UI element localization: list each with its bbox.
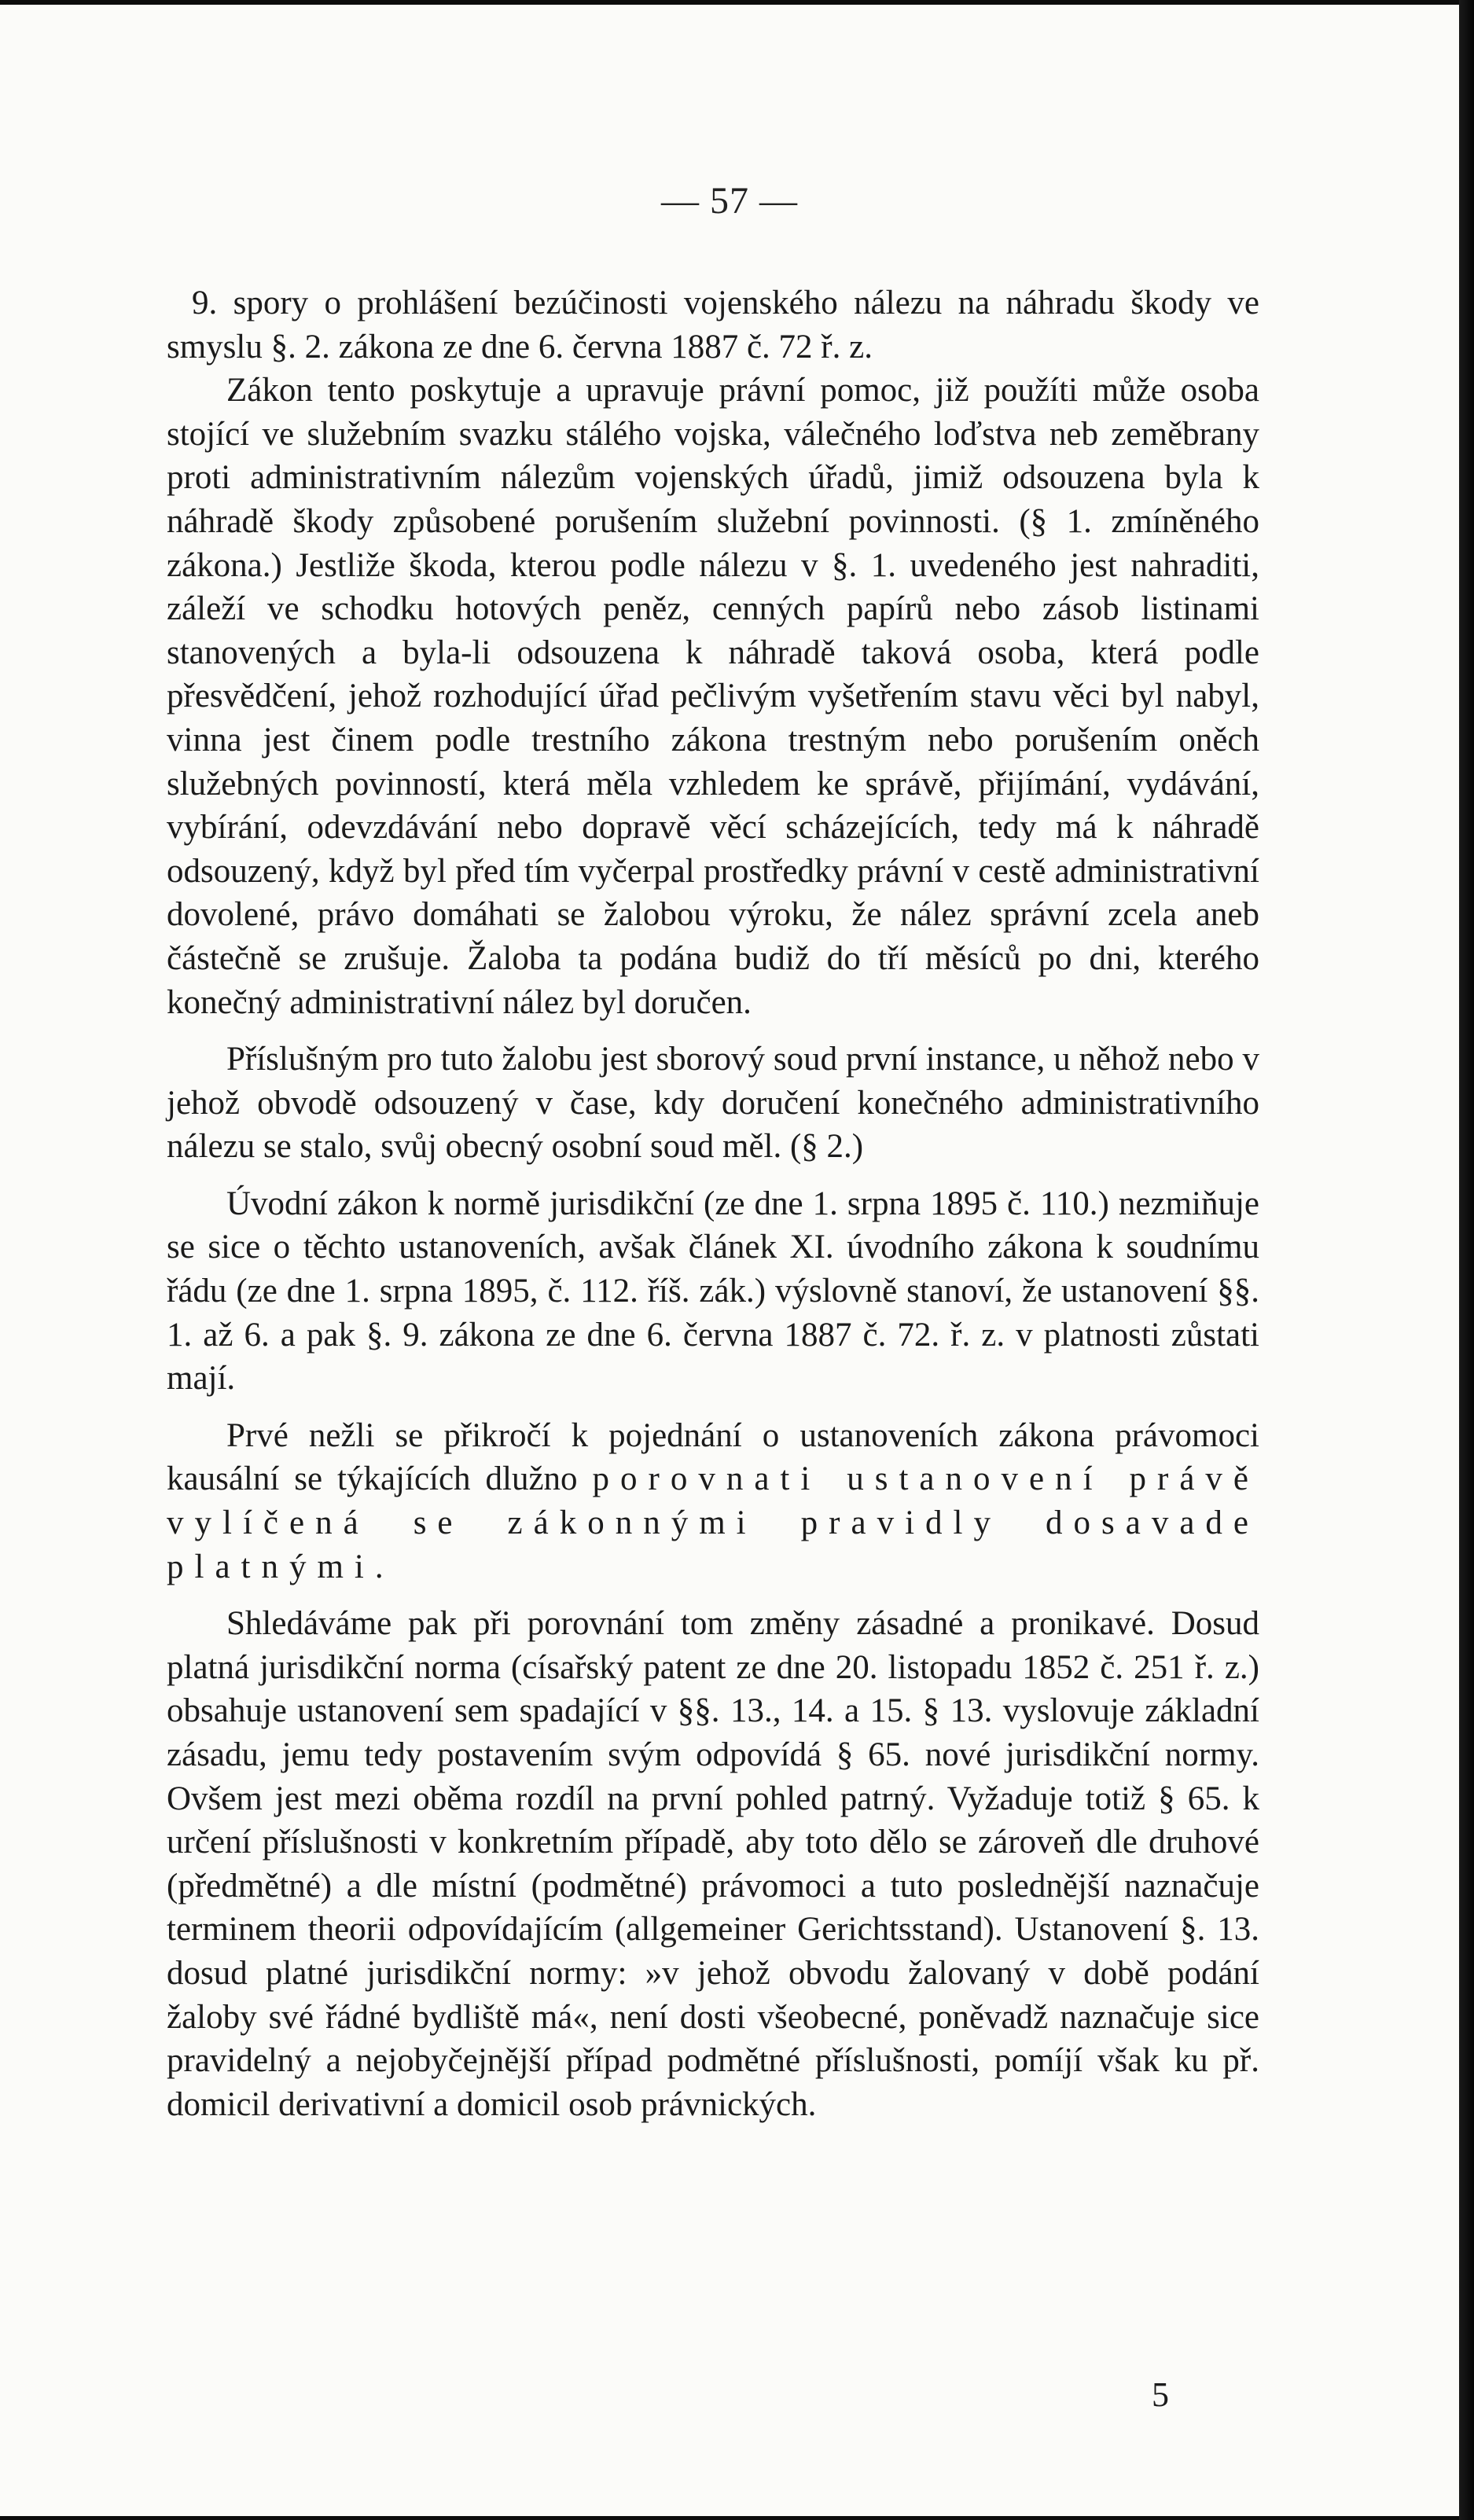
- paragraph-prve-nezli-start: Prvé nežli se přikročí k pojednání o ustanoveních zákona právomoci kausální se týkajících dlužno: [167, 1416, 1259, 1498]
- scan-edge: [1459, 0, 1474, 2520]
- paragraph-uvodni-zakon: Úvodní zákon k normě jurisdikční (ze dne 1. srpna 1895 č. 110.) nezmiňuje se sice o těchto ustanoveních, avšak článek XI. úvodního zákona k soudnímu řádu (ze dne 1. srpna 1895, č. 112. říš. zák.) výslovně stanoví, že ustanovení §§. 1. až 6. a pak §. 9. zákona ze dne 6. června 1887 č. 72. ř. z. v platnosti zůstati mají.: [167, 1185, 1259, 1398]
- signature-mark: 5: [1152, 2375, 1169, 2414]
- document-page: [0, 5, 1459, 2516]
- paragraph-prve-nezli: [167, 1414, 1259, 1589]
- page-number: — 57 —: [661, 180, 798, 222]
- spaced-emphasis-text: porovnati ustanovení právě vylíčená se zákonnými pravidly dosavade platnými: [167, 1460, 1259, 1585]
- paragraph-prislusnym: Příslušným pro tuto žalobu jest sborový soud první instance, u něhož nebo v jehož obvodě odsouzený v čase, kdy doručení konečného administrativního nálezu se stalo, svůj obecný osobní soud měl. (§ 2.): [167, 1041, 1259, 1166]
- paragraph-prve-nezli-end: .: [374, 1548, 384, 1585]
- paragraph-item-9: 9. spory o prohlášení bezúčinosti vojenského nálezu na náhradu škody ve smyslu §. 2. zákona ze dne 6. června 1887 č. 72 ř. z.: [167, 285, 1259, 366]
- body-text: [167, 281, 1259, 2126]
- paragraph-zakon-tento: Zákon tento poskytuje a upravuje právní pomoc, již použíti může osoba stojící ve služebním svazku stálého vojska, válečného loďstva neb zeměbrany proti administrativním nálezům vojenských úřadů, jimiž odsouzena byla k náhradě škody způsobené porušením služební povinnosti. (§ 1. zmíněného zákona.) Jestliže škoda, kterou podle nálezu v §. 1. uvedeného jest nahraditi, záleží ve schodku hotových peněz, cenných papírů nebo zásob listinami stanovených a byla-li odsouzena k náhradě taková osoba, která podle přesvědčení, jehož rozhodující úřad pečlivým vyšetřením stavu věci byl nabyl, vinna jest činem podle trestního zákona trestným nebo porušením oněch služebných povinností, která měla vzhledem ke správě, přijímání, vydávání, vybírání, odevzdávání nebo dopravě věcí scházejících, tedy má k náhradě odsouzený, když byl před tím vyčerpal prostředky právní v cestě administrativní dovolené, právo domáhati se žalobou výroku, že nález správní zcela aneb částečně se zrušuje. Žaloba ta podána budiž do tří měsíců po dni, kterého konečný administrativní nález byl doručen.: [167, 372, 1259, 1021]
- paragraph-shledavame: Shledáváme pak při porovnání tom změny zásadné a pronikavé. Dosud platná jurisdikční norma (císařský patent ze dne 20. listopadu 1852 č. 251 ř. z.) obsahuje ustanovení sem spadající v §§. 13., 14. a 15. § 13. vyslovuje základní zásadu, jemu tedy postavením svým odpovídá § 65. nové jurisdikční normy. Ovšem jest mezi oběma rozdíl na první pohled patrný. Vyžaduje totiž § 65. k určení příslušnosti v konkretním případě, aby toto dělo se zároveň dle druhové (předmětné) a dle místní (podmětné) právomoci a tuto poslednější naznačuje terminem theorii odpovídajícím (allgemeiner Gerichtsstand). Ustanovení §. 13. dosud platné jurisdikční normy: »v jehož obvodu žalovaný v době podání žaloby své řádné bydliště má«, není dosti všeobecné, poněvadž naznačuje sice pravidelný a nejobyčejnější případ podmětné příslušnosti, pomíjí však ku př. domicil derivativní a domicil osob právnických.: [167, 1605, 1259, 2123]
